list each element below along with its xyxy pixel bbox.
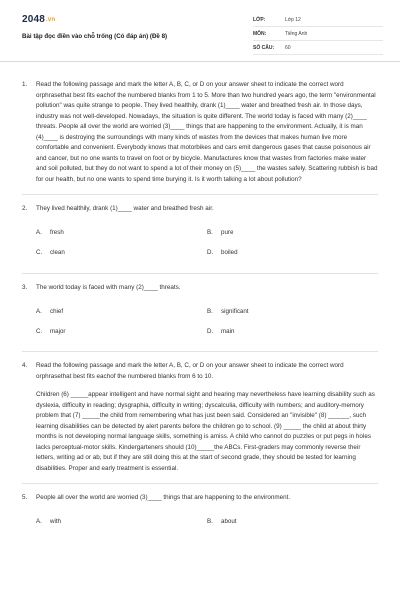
answer-option[interactable] — [207, 307, 378, 318]
answer-option[interactable] — [36, 327, 207, 338]
option-text: clean — [50, 249, 65, 257]
question-item — [22, 80, 378, 185]
logo-suffix: .vn — [46, 17, 56, 23]
question-number: 2. — [22, 205, 28, 212]
meta-table — [253, 13, 383, 55]
option-letter: A. — [36, 307, 42, 315]
question-body — [36, 283, 378, 294]
question-text: They lived healthily, drank (1)____ water and breathed fresh air. — [36, 205, 214, 212]
option-text: with — [50, 518, 62, 526]
meta-label: LỚP: — [253, 16, 266, 23]
divider — [22, 273, 378, 274]
question-item — [22, 204, 378, 264]
answer-options — [36, 224, 378, 264]
option-text: fresh — [50, 229, 64, 237]
option-letter: B. — [207, 229, 213, 237]
option-row — [36, 244, 378, 264]
meta-label: SỐ CÂU: — [253, 44, 275, 51]
answer-option[interactable] — [207, 327, 378, 338]
answer-option[interactable] — [36, 248, 207, 259]
option-text: main — [221, 327, 235, 335]
page-title: Bài tập đọc điền vào chỗ trống (Có đáp án) (Đề 8) — [22, 33, 168, 40]
option-text: chief — [50, 307, 64, 315]
option-row — [36, 302, 378, 322]
question-item — [22, 361, 378, 474]
meta-row-class — [253, 13, 383, 27]
question-number: 3. — [22, 283, 28, 291]
divider — [22, 483, 378, 484]
answer-option[interactable] — [207, 228, 378, 239]
option-letter: B. — [207, 307, 213, 315]
answer-option[interactable] — [36, 307, 207, 318]
question-text: Read the following passage and mark the letter A, B, C, or D on your answer sheet to indicate the correct word orphrasethat best fits eachof the numbered blanks from 6 to 10. — [36, 362, 344, 380]
question-list — [22, 80, 378, 542]
divider — [22, 194, 378, 195]
option-row — [36, 224, 378, 244]
option-letter: D. — [207, 327, 214, 335]
page-header — [0, 0, 400, 62]
option-text: about — [221, 518, 237, 526]
question-number: 4. — [22, 362, 28, 369]
answer-option[interactable] — [207, 517, 378, 528]
question-body — [36, 204, 378, 215]
site-logo[interactable] — [22, 14, 55, 25]
option-text: pure — [221, 229, 234, 237]
meta-row-count — [253, 41, 383, 55]
meta-value: Lớp 12 — [285, 16, 301, 23]
option-letter: D. — [207, 249, 214, 257]
passage-text: Children (6) _____appear intelligent and have normal sight and hearing may nevertheless have learning disability such as dyslexia, difficulty in reading; dysgraphia, difficulty in writing; dyscalculia, difficulty with numbers; and auditory-memory problem that (7) _____the child from remembering what has just been said. Considered an "invisible" (8) ______, such learning disabilities can be detected by alert parents before the children go to school. (9) _____ the child at about thirty months is not developing normal language skills, something is amiss. A child who cannot do puzzles or put pegs in holes lacks perceptual-motor skills. Kindergarteners should (10)_____the ABCs. First-graders may commonly reverse their letters, writing ad or ab, but if they are still doing this at the start of second grade, they should be tested for learning disabilities. Proper and early treatment is essential. — [36, 391, 375, 472]
answer-options — [36, 302, 378, 342]
question-item — [22, 493, 378, 533]
option-row — [36, 513, 378, 533]
question-text: Read the following passage and mark the letter A, B, C, or D on your answer sheet to indicate the correct word orphrasethat best fits eachof the numbered blanks from 1 to 5. More than two hundred years ago, the term "environmental pollution" was quite strange to people. They lived healthily, drank (1)____ water and breathed fresh air. In those days, industry was not well-developed. Nowadays, the situation is quite different. The world today is faced with many (2)____ threats. People all over the world are worried (3)____ things that are happening to the environment. Actually, it is man (4)____ is destroying the surroundings with many kinds of wastes from the devices that makes human live more comfortable and convenient. Everybody knows that motorbikes and cars emit dangerous gases that cause poisonous air and cancer, but no one wants to travel on foot or by bicycle. Manufactures know that wastes from factories make water and soil polluted, but they do not want to spend a lot of their money on (5)____ the wastes safely. Scattering rubbish is bad for our health, but no one wants to spend time burying it. Is it worth talking a lot about pollution? — [36, 81, 378, 183]
question-number: 1. — [22, 81, 28, 88]
answer-option[interactable] — [36, 517, 207, 528]
meta-value: Tiếng Anh — [285, 30, 308, 37]
meta-value: 60 — [285, 44, 291, 51]
option-letter: C. — [36, 249, 43, 257]
option-text: significant — [221, 307, 249, 315]
divider — [22, 351, 378, 352]
answer-options — [36, 513, 378, 533]
answer-option[interactable] — [207, 248, 378, 259]
question-item — [22, 283, 378, 343]
meta-row-subject — [253, 27, 383, 41]
question-body — [36, 493, 378, 504]
question-number: 5. — [22, 494, 28, 501]
option-letter: B. — [207, 518, 213, 526]
question-text: The world today is faced with many (2)____ threats. — [36, 283, 181, 291]
option-text: boiled — [221, 249, 238, 257]
meta-label: MÔN: — [253, 30, 267, 37]
logo-text: 2048 — [22, 14, 46, 25]
option-row — [36, 322, 378, 342]
question-text: People all over the world are worried (3)____ things that are happening to the environment. — [36, 494, 291, 501]
question-body — [36, 361, 378, 474]
option-letter: C. — [36, 327, 43, 335]
option-text: major — [50, 327, 66, 335]
question-body — [36, 80, 378, 185]
option-letter: A. — [36, 518, 42, 526]
answer-option[interactable] — [36, 228, 207, 239]
option-letter: A. — [36, 229, 42, 237]
